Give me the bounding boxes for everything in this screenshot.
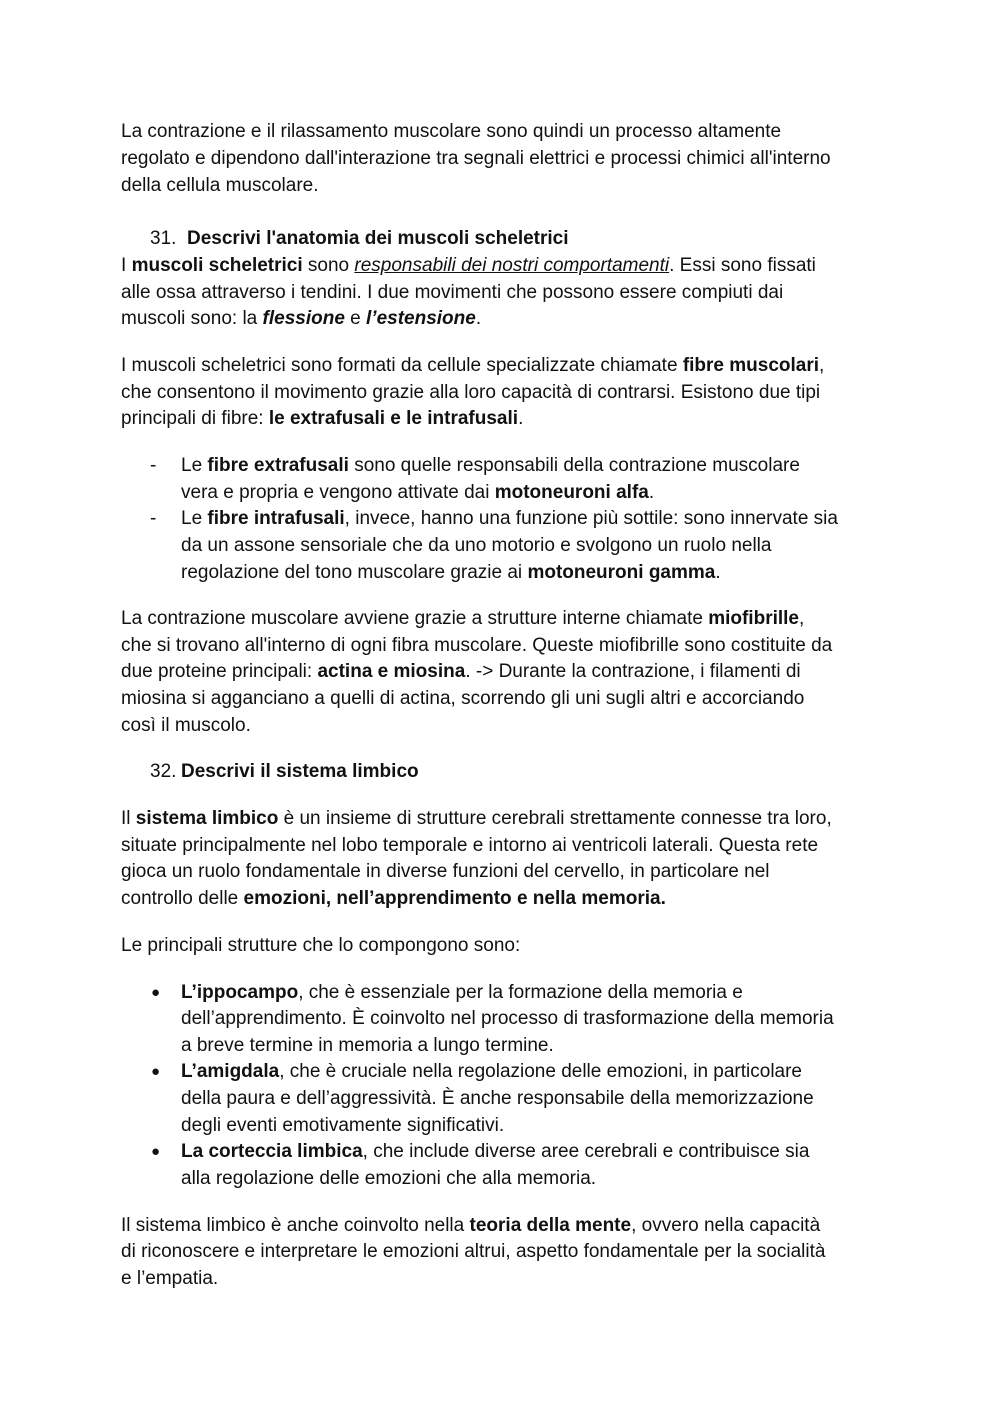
s32-p3-line-1: Il sistema limbico è anche coinvolto nella teoria della mente, ovvero nella capacità: [121, 1215, 821, 1236]
s31-list-item-2-line-2: da un assone sensoriale che da uno motorio e svolgono un ruolo nella: [181, 535, 772, 556]
s32-list-item-1-line-3: a breve termine in memoria a lungo termine.: [181, 1035, 554, 1056]
intro-line-1: La contrazione e il rilassamento muscolare sono quindi un processo altamente: [121, 121, 782, 142]
s32-list-item-2-line-2: della paura e dell’aggressività. È anche responsabile della memorizzazione: [181, 1088, 814, 1109]
s32-p1-line-1: Il sistema limbico è un insieme di strutture cerebrali strettamente connesse tra loro,: [121, 808, 832, 829]
s31-list-item-1-line-2: vera e propria e vengono attivate dai motoneuroni alfa.: [181, 482, 655, 503]
dash-marker: -: [150, 508, 157, 529]
s31-p3-line-1: La contrazione muscolare avviene grazie a strutture interne chiamate miofibrille,: [121, 608, 805, 629]
section-31-title: Descrivi l'anatomia dei muscoli scheletrici: [187, 228, 569, 249]
s32-p1-line-2: situate principalmente nel lobo temporale e intorno ai ventricoli laterali. Questa rete: [121, 835, 819, 856]
s32-list-item-3-line-1: La corteccia limbica, che include diverse aree cerebrali e contribuisce sia: [181, 1141, 810, 1162]
s31-p2-line-3: principali di fibre: le extrafusali e le intrafusali.: [121, 408, 524, 429]
intro-line-3: della cellula muscolare.: [121, 175, 319, 196]
s31-p1-line-2: alle ossa attraverso i tendini. I due movimenti che possono essere compiuti dai: [121, 282, 784, 303]
s31-list-item-1-line-1: Le fibre extrafusali sono quelle responsabili della contrazione muscolare: [181, 455, 800, 476]
s32-list-item-2-line-3: degli eventi emotivamente significativi.: [181, 1115, 505, 1136]
s31-p1-line-3: muscoli sono: la flessione e l’estensione.: [121, 308, 482, 329]
s31-list-item-2-line-3: regolazione del tono muscolare grazie ai motoneuroni gamma.: [181, 562, 721, 583]
s31-p3-line-5: così il muscolo.: [121, 715, 251, 736]
bullet-marker: ●: [151, 984, 161, 1001]
bullet-marker: ●: [151, 1143, 161, 1160]
bullet-marker: ●: [151, 1063, 161, 1080]
section-31-number: 31.: [150, 228, 177, 249]
s32-list-item-2-line-1: L’amigdala, che è cruciale nella regolazione delle emozioni, in particolare: [181, 1061, 802, 1082]
s32-p3-line-3: e l’empatia.: [121, 1268, 219, 1289]
s32-p3-line-2: di riconoscere e interpretare le emozioni altrui, aspetto fondamentale per la socialità: [121, 1241, 826, 1262]
s32-list-item-1-line-2: dell’apprendimento. È coinvolto nel processo di trasformazione della memoria: [181, 1008, 834, 1029]
s31-p3-line-4: miosina si agganciano a quelli di actina, scorrendo gli uni sugli altri e accorciando: [121, 688, 805, 709]
s32-p1-line-4: controllo delle emozioni, nell’apprendimento e nella memoria.: [121, 888, 666, 909]
s31-p3-line-3: due proteine principali: actina e miosina. -> Durante la contrazione, i filamenti di: [121, 661, 801, 682]
s32-list-item-3-line-2: alla regolazione delle emozioni che alla memoria.: [181, 1168, 597, 1189]
s31-p1-line-1: I muscoli scheletrici sono responsabili dei nostri comportamenti. Essi sono fissati: [121, 255, 816, 276]
s32-p2-line-1: Le principali strutture che lo compongono sono:: [121, 935, 521, 956]
s31-p2-line-2: che consentono il movimento grazie alla loro capacità di contrarsi. Esistono due tipi: [121, 382, 821, 403]
section-32-title: Descrivi il sistema limbico: [181, 761, 419, 782]
s32-list-item-1-line-1: L’ippocampo, che è essenziale per la formazione della memoria e: [181, 982, 743, 1003]
s32-p1-line-3: gioca un ruolo fondamentale in diverse funzioni del cervello, in particolare nel: [121, 861, 770, 882]
section-32-number: 32.: [150, 761, 177, 782]
s31-list-item-2-line-1: Le fibre intrafusali, invece, hanno una funzione più sottile: sono innervate sia: [181, 508, 838, 529]
s31-p3-line-2: che si trovano all'interno di ogni fibra muscolare. Queste miofibrille sono costituite da: [121, 635, 833, 656]
s31-p2-line-1: I muscoli scheletrici sono formati da cellule specializzate chiamate fibre muscolari,: [121, 355, 825, 376]
dash-marker: -: [150, 455, 157, 476]
intro-line-2: regolato e dipendono dall'interazione tra segnali elettrici e processi chimici all'interno: [121, 148, 831, 169]
